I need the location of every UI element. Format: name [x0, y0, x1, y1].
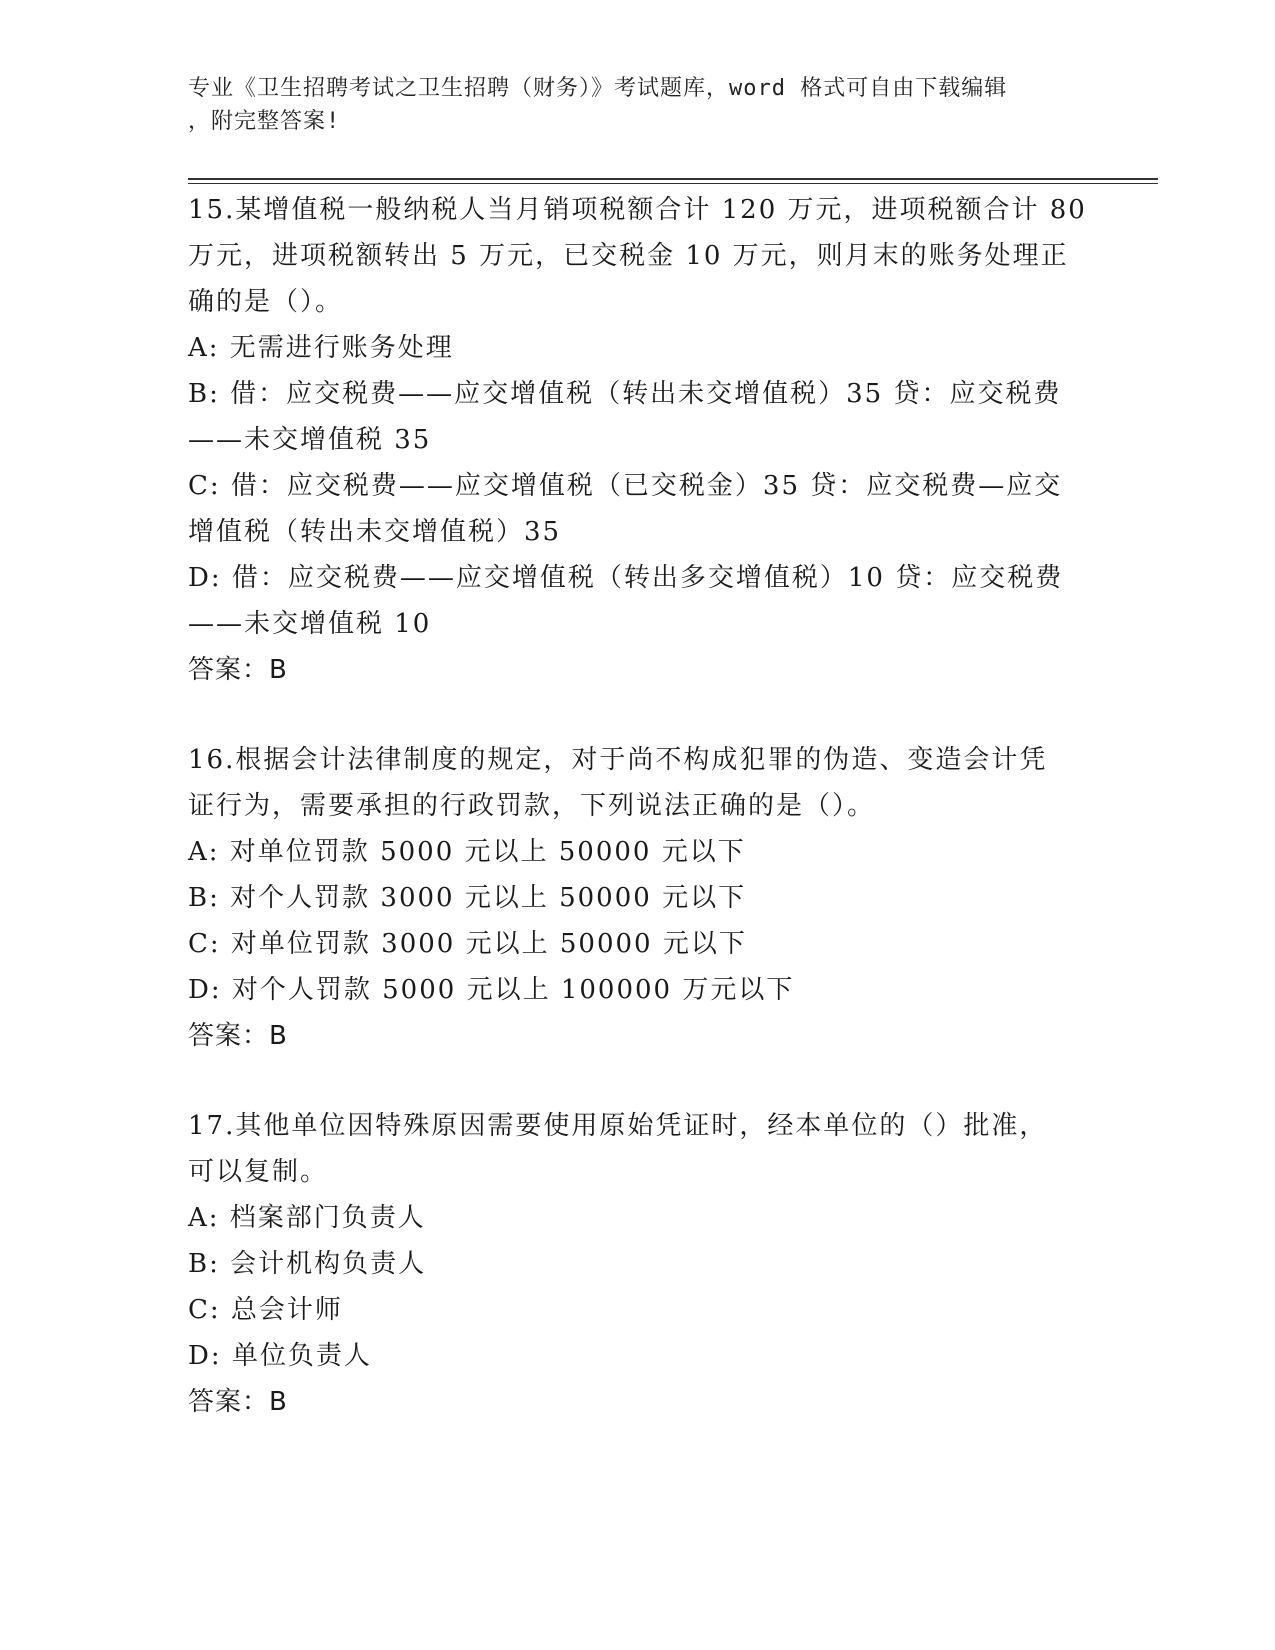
option-b: B: 对个人罚款 3000 元以上 50000 元以下: [188, 883, 747, 913]
option-c-continuation: 增值税（转出未交增值税）35: [188, 517, 562, 547]
header-line-2: ，附完整答案!: [188, 109, 341, 134]
option-d: D: 对个人罚款 5000 元以上 100000 万元以下: [188, 975, 795, 1005]
question-17: [188, 1103, 1088, 1425]
question-stem-line: 证行为，需要承担的行政罚款，下列说法正确的是（）。: [188, 791, 876, 821]
question-stem-line: 可以复制。: [188, 1157, 329, 1187]
question-stem-line: 确的是（）。: [188, 287, 344, 317]
option-d: D: 单位负责人: [188, 1341, 372, 1371]
answer-line: 答案：B: [188, 1021, 288, 1051]
option-c: C: 对单位罚款 3000 元以上 50000 元以下: [188, 929, 747, 959]
option-a: A: 档案部门负责人: [188, 1203, 426, 1233]
question-15: [188, 187, 1088, 693]
question-list: [188, 187, 1088, 1469]
header-line-1: 专业《卫生招聘考试之卫生招聘（财务）》考试题库，word 格式可自由下载编辑: [188, 76, 1008, 101]
option-a: A: 对单位罚款 5000 元以上 50000 元以下: [188, 837, 746, 867]
option-d-continuation: ——未交增值税 10: [188, 609, 432, 639]
option-b: B: 借：应交税费——应交增值税（转出未交增值税）35 贷：应交税费: [188, 379, 1062, 409]
answer-line: 答案：B: [188, 655, 288, 685]
question-stem-line: 16.根据会计法律制度的规定，对于尚不构成犯罪的伪造、变造会计凭: [188, 745, 1048, 775]
option-b-continuation: ——未交增值税 35: [188, 425, 432, 455]
option-a: A: 无需进行账务处理: [188, 333, 454, 363]
document-header: [188, 72, 1068, 138]
question-stem-line: 15.某增值税一般纳税人当月销项税额合计 120 万元，进项税额合计 80: [188, 195, 1087, 225]
header-divider-thick: [188, 178, 1158, 180]
option-b: B: 会计机构负责人: [188, 1249, 427, 1279]
question-16: [188, 737, 1088, 1059]
question-stem-line: 万元，进项税额转出 5 万元，已交税金 10 万元，则月末的账务处理正: [188, 241, 1069, 271]
header-divider-thin: [188, 183, 1158, 184]
answer-line: 答案：B: [188, 1387, 288, 1417]
option-d: D: 借：应交税费——应交增值税（转出多交增值税）10 贷：应交税费: [188, 563, 1064, 593]
option-c: C: 借：应交税费——应交增值税（已交税金）35 贷：应交税费—应交: [188, 471, 1063, 501]
question-stem-line: 17.其他单位因特殊原因需要使用原始凭证时，经本单位的（）批准，: [188, 1111, 1048, 1141]
option-c: C: 总会计师: [188, 1295, 343, 1325]
